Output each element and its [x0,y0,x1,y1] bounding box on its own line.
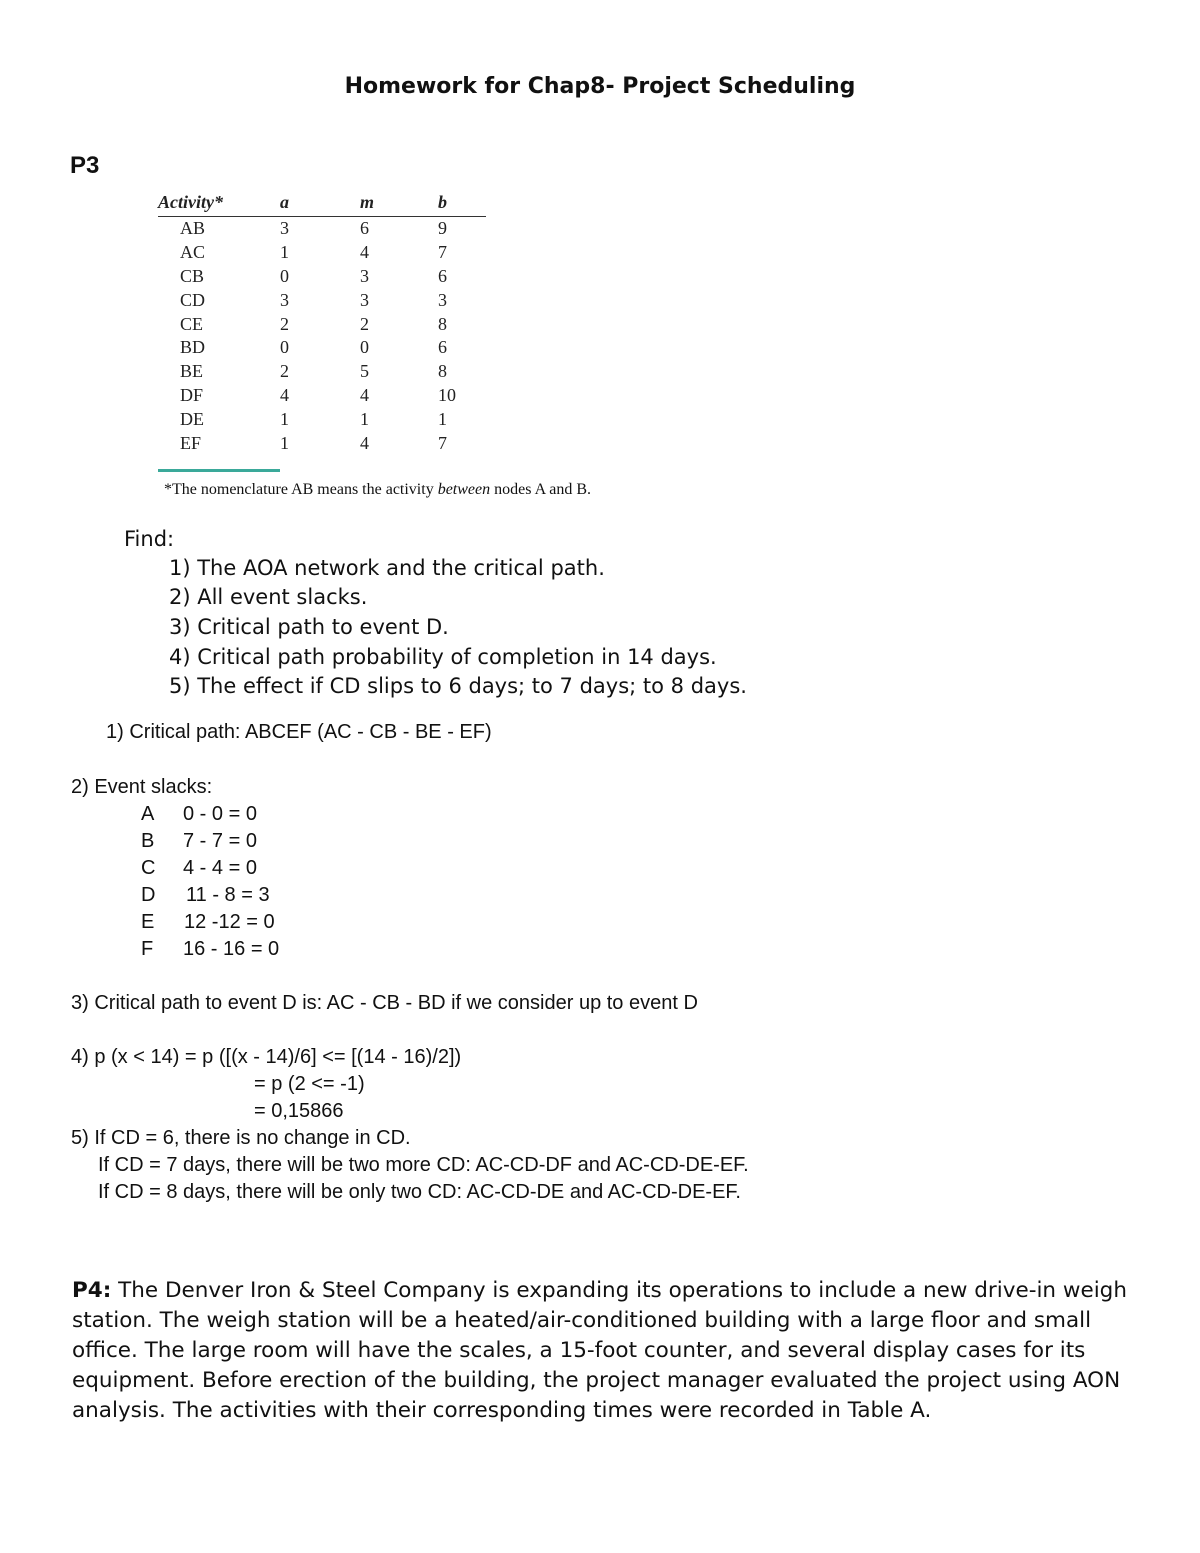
slack-event: C [141,857,156,879]
activity-cell: AB [180,218,206,239]
header-b: b [438,188,486,217]
answer-4-line1: 4) p (x < 14) = p ([(x - 14)/6] <= [(14 - 16)/2]) [71,1046,462,1068]
a-cell: 3 [280,218,289,239]
activity-cell: DE [180,408,204,429]
table-row [158,431,486,455]
table-row [158,241,486,265]
find-item: 5) The effect if CD slips to 6 days; to 7 days; to 8 days. [169,674,747,698]
b-cell: 3 [438,289,447,310]
slack-event: E [141,911,155,933]
activity-cell: DF [180,384,204,405]
slack-event: D [141,884,156,906]
m-cell: 2 [360,313,369,334]
b-cell: 7 [438,432,447,453]
slack-calc: 4 - 4 = 0 [183,857,257,879]
table-row [158,384,486,408]
answer-5-line2: If CD = 7 days, there will be two more CD: AC-CD-DF and AC-CD-DE-EF. [98,1154,749,1176]
m-cell: 3 [360,265,369,286]
answer-4-line3: = 0,15866 [254,1100,344,1122]
slack-calc: 0 - 0 = 0 [183,803,257,825]
m-cell: 6 [360,218,369,239]
p4-text: The Denver Iron & Steel Company is expanding its operations to include a new drive-in weigh station. The weigh station will be a heated/air-conditioned building with a large floor and small office. The large room will have the scales, a 15-foot counter, and several display cases for its equipment. Before erection of the building, the project manager evaluated the project using AON analysis. The activities with their corresponding times were recorded in Table A. [72,1278,1127,1423]
a-cell: 0 [280,265,289,286]
table-row [158,336,486,360]
find-item: 2) All event slacks. [169,585,368,609]
page-title: Homework for Chap8- Project Scheduling [344,74,856,99]
m-cell: 4 [360,384,369,405]
answer-2-label: 2) Event slacks: [71,776,213,798]
m-cell: 5 [360,361,369,382]
header-m: m [360,188,438,217]
slack-event: F [141,938,154,960]
p4-label: P4: [72,1278,112,1303]
slack-calc: 12 -12 = 0 [184,911,275,933]
b-cell: 10 [438,384,456,405]
slack-event: A [141,803,155,825]
b-cell: 1 [438,408,447,429]
table-footnote [164,481,591,499]
answer-5-line1: 5) If CD = 6, there is no change in CD. [71,1127,411,1149]
activity-cell: EF [180,432,202,453]
a-cell: 1 [280,408,289,429]
table-row [158,265,486,289]
activity-cell: BE [180,361,204,382]
a-cell: 2 [280,313,289,334]
a-cell: 0 [280,337,289,358]
table-header-row [158,188,486,217]
activity-cell: CB [180,265,205,286]
a-cell: 4 [280,384,289,405]
answer-3: 3) Critical path to event D is: AC - CB - BD if we consider up to event D [71,992,698,1014]
activity-table [158,188,486,455]
footnote-text-end: nodes A and B. [490,481,592,498]
problem-label-p3: P3 [70,152,100,179]
find-item: 4) Critical path probability of completion in 14 days. [169,645,717,669]
m-cell: 0 [360,337,369,358]
m-cell: 3 [360,289,369,310]
slack-calc: 16 - 16 = 0 [183,938,280,960]
p4-paragraph [72,1276,1132,1426]
a-cell: 3 [280,289,289,310]
activity-table-wrap [158,188,486,455]
table-rule [158,469,280,472]
table-row [158,360,486,384]
find-item: 1) The AOA network and the critical path. [169,556,605,580]
answer-4-line2: = p (2 <= -1) [254,1073,365,1095]
header-a: a [280,188,360,217]
slack-event: B [141,830,155,852]
find-label: Find: [124,527,175,551]
m-cell: 4 [360,242,369,263]
slack-calc: 7 - 7 = 0 [183,830,257,852]
b-cell: 6 [438,265,447,286]
activity-cell: AC [180,242,206,263]
b-cell: 6 [438,337,447,358]
footnote-emphasis: between [437,481,491,498]
activity-cell: BD [180,337,206,358]
activity-cell: CD [180,289,206,310]
b-cell: 9 [438,218,447,239]
activity-cell: CE [180,313,204,334]
a-cell: 2 [280,361,289,382]
b-cell: 8 [438,361,447,382]
slack-calc: 11 - 8 = 3 [186,884,270,906]
m-cell: 4 [360,432,369,453]
a-cell: 1 [280,242,289,263]
b-cell: 7 [438,242,447,263]
header-activity: Activity* [158,188,280,217]
answer-5-line3: If CD = 8 days, there will be only two CD: AC-CD-DE and AC-CD-DE-EF. [98,1181,741,1203]
a-cell: 1 [280,432,289,453]
table-row [158,312,486,336]
m-cell: 1 [360,408,369,429]
b-cell: 8 [438,313,447,334]
find-item: 3) Critical path to event D. [169,615,449,639]
footnote-text: *The nomenclature AB means the activity [164,481,438,498]
table-row [158,288,486,312]
answer-1: 1) Critical path: ABCEF (AC - CB - BE - EF) [106,721,492,743]
table-row [158,217,486,241]
table-row [158,407,486,431]
